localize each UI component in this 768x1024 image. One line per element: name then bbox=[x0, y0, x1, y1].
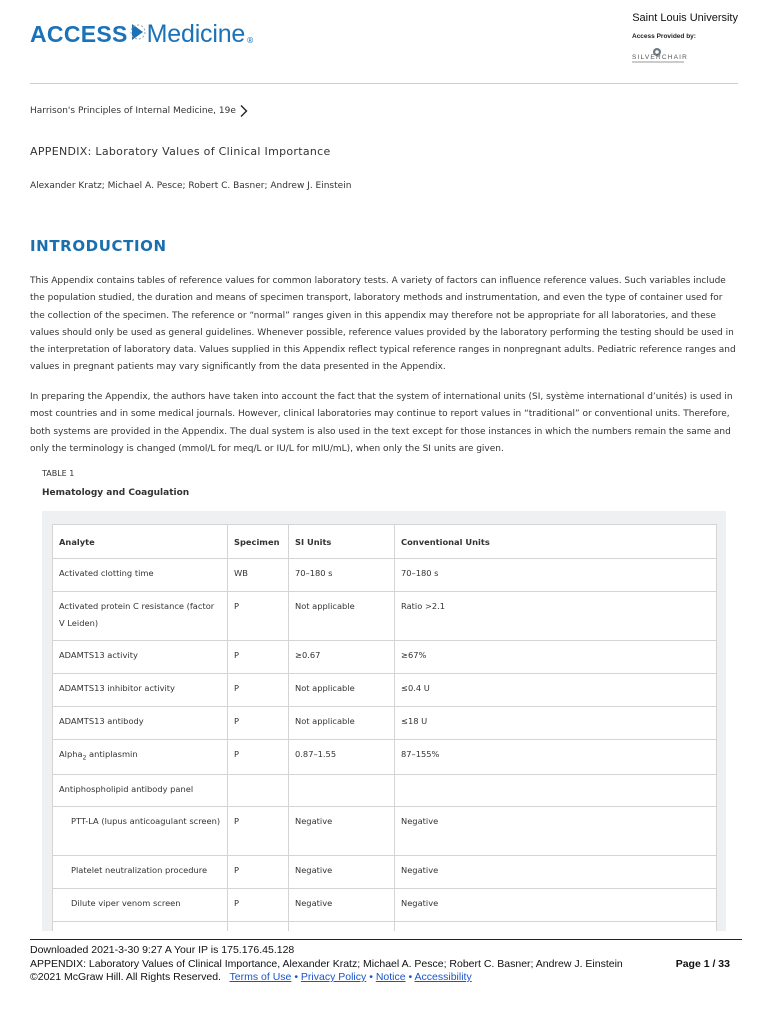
table-row bbox=[53, 775, 717, 807]
cell-specimen: P bbox=[228, 856, 289, 889]
terms-of-use-link[interactable]: Terms of Use bbox=[229, 971, 292, 983]
cell-conventional-units: Ratio >2.1 bbox=[395, 592, 717, 641]
cell-si-units: Negative bbox=[289, 807, 395, 856]
intro-paragraph-1: This Appendix contains tables of reference values for common laboratory tests. A variety of factors can influence reference values. Such variables include the population studied, the duration and means of specimen transport, laboratory methods and instrumentation, and even the type of container used for the collection of the specimen. The reference or “normal” ranges given in this appendix may therefore not be appropriate for all laboratories, and these values should only be used as general guidelines. Whenever possible, reference values provided by the laboratory performing the testing should be used in the interpretation of laboratory data. Values supplied in this Appendix reflect typical reference ranges in nonpregnant adults. Pediatric reference ranges and values in pregnant patients may vary significantly from the data presented in the Appendix. bbox=[30, 276, 736, 373]
separator: • bbox=[408, 971, 413, 983]
table-row bbox=[53, 559, 717, 592]
access-provided-label: Access Provided by: bbox=[632, 33, 696, 40]
cell-si-units: Not applicable bbox=[289, 674, 395, 707]
cell-si-units bbox=[289, 922, 395, 932]
cell-conventional-units bbox=[395, 775, 717, 807]
table-row bbox=[53, 922, 717, 932]
cell-analyte: Activated clotting time bbox=[53, 559, 228, 592]
cell-specimen: P bbox=[228, 641, 289, 674]
cell-si-units: Negative bbox=[289, 889, 395, 922]
logo-access-text: ACCESS bbox=[30, 20, 128, 47]
separator: • bbox=[369, 971, 373, 983]
table-container bbox=[42, 511, 726, 931]
logo-medicine-text: Medicine bbox=[146, 19, 246, 48]
cell-conventional-units: Negative bbox=[395, 889, 717, 922]
page-header bbox=[0, 0, 768, 82]
cell-analyte: Dilute viper venom screen bbox=[53, 889, 228, 922]
accessmedicine-logo[interactable] bbox=[30, 14, 254, 54]
table-row bbox=[53, 856, 717, 889]
logo-gear-icon bbox=[130, 21, 146, 47]
column-header-analyte: Analyte bbox=[53, 525, 228, 559]
cell-analyte: ADAMTS13 inhibitor activity bbox=[53, 674, 228, 707]
cell-conventional-units: Negative bbox=[395, 856, 717, 889]
cell-specimen bbox=[228, 922, 289, 932]
footer-divider bbox=[30, 939, 742, 940]
column-header-conventional-units: Conventional Units bbox=[395, 525, 717, 559]
copyright-line bbox=[30, 971, 742, 985]
cell-si-units: Negative bbox=[289, 856, 395, 889]
provider-name: SILVERCHAIR bbox=[632, 54, 689, 61]
cell-specimen: P bbox=[228, 740, 289, 775]
page-footer bbox=[30, 944, 742, 985]
breadcrumb[interactable] bbox=[30, 104, 249, 118]
cell-specimen: WB bbox=[228, 559, 289, 592]
header-divider bbox=[30, 83, 738, 84]
notice-link[interactable]: Notice bbox=[375, 971, 406, 983]
cell-conventional-units: ≤0.4 U bbox=[395, 674, 717, 707]
alpha-suffix: antiplasmin bbox=[86, 749, 138, 759]
cell-analyte: Antiphospholipid antibody panel bbox=[53, 775, 228, 807]
cell-specimen: P bbox=[228, 674, 289, 707]
cell-specimen: P bbox=[228, 592, 289, 641]
cell-si-units: 70–180 s bbox=[289, 559, 395, 592]
cell-specimen: P bbox=[228, 807, 289, 856]
institution-name: Saint Louis University bbox=[632, 12, 738, 24]
table-row bbox=[53, 707, 717, 740]
cell-specimen: P bbox=[228, 707, 289, 740]
cell-conventional-units: 87–155% bbox=[395, 740, 717, 775]
cell-si-units bbox=[289, 775, 395, 807]
table-header-row bbox=[53, 525, 717, 559]
cell-si-units: Not applicable bbox=[289, 707, 395, 740]
cell-analyte bbox=[53, 740, 228, 775]
cell-si-units: ≥0.67 bbox=[289, 641, 395, 674]
column-header-specimen: Specimen bbox=[228, 525, 289, 559]
cell-specimen: P bbox=[228, 889, 289, 922]
table-row bbox=[53, 674, 717, 707]
cell-conventional-units bbox=[395, 922, 717, 932]
table-row bbox=[53, 592, 717, 641]
citation: APPENDIX: Laboratory Values of Clinical Importance, Alexander Kratz; Michael A. Pesce; Robert C. Basner; Andrew J. Einstein bbox=[30, 957, 623, 970]
chevron-right-icon bbox=[239, 104, 249, 118]
section-heading: INTRODUCTION bbox=[30, 237, 167, 255]
cell-analyte bbox=[53, 922, 228, 932]
table-number: TABLE 1 bbox=[42, 469, 75, 478]
authors: Alexander Kratz; Michael A. Pesce; Robert C. Basner; Andrew J. Einstein bbox=[30, 181, 352, 191]
alpha-subscript: 2 bbox=[82, 754, 87, 762]
cell-analyte: PTT-LA (lupus anticoagulant screen) bbox=[53, 807, 228, 856]
privacy-policy-link[interactable]: Privacy Policy bbox=[300, 971, 367, 983]
cell-analyte: Platelet neutralization procedure bbox=[53, 856, 228, 889]
breadcrumb-book[interactable]: Harrison's Principles of Internal Medicine, 19e bbox=[30, 106, 236, 116]
alpha-prefix: Alpha bbox=[59, 749, 83, 759]
cell-specimen bbox=[228, 775, 289, 807]
column-header-si-units: SI Units bbox=[289, 525, 395, 559]
table-title: Hematology and Coagulation bbox=[42, 488, 190, 498]
cell-si-units: Not applicable bbox=[289, 592, 395, 641]
table-row bbox=[53, 641, 717, 674]
copyright: ©2021 McGraw Hill. All Rights Reserved. bbox=[30, 971, 221, 983]
page-number: Page 1 / 33 bbox=[675, 958, 730, 970]
cell-analyte: ADAMTS13 antibody bbox=[53, 707, 228, 740]
intro-paragraph-2: In preparing the Appendix, the authors have taken into account the fact that the system of international units (SI, système international d’unités) is used in most countries and in some medical journals. However, clinical laboratories may continue to report values in “traditional” or conventional units. Therefore, both systems are provided in the Appendix. The dual system is also used in the text except for those instances in which the numbers remain the same and only the terminology is changed (mmol/L for meq/L or IU/L for mIU/mL), when only the SI units are given. bbox=[30, 392, 733, 454]
accessibility-link[interactable]: Accessibility bbox=[414, 971, 472, 983]
cell-si-units: 0.87–1.55 bbox=[289, 740, 395, 775]
cell-conventional-units: ≥67% bbox=[395, 641, 717, 674]
page-title: APPENDIX: Laboratory Values of Clinical Importance bbox=[30, 145, 331, 158]
cell-conventional-units: ≤18 U bbox=[395, 707, 717, 740]
cell-analyte: ADAMTS13 activity bbox=[53, 641, 228, 674]
table-row bbox=[53, 740, 717, 775]
table-row bbox=[53, 889, 717, 922]
separator: • bbox=[294, 971, 298, 983]
download-info: Downloaded 2021-3-30 9:27 A Your IP is 175.176.45.128 bbox=[30, 944, 295, 956]
logo-registered-mark: ® bbox=[246, 35, 255, 45]
cell-conventional-units: Negative bbox=[395, 807, 717, 856]
cell-conventional-units: 70–180 s bbox=[395, 559, 717, 592]
cell-analyte: Activated protein C resistance (factor V Leiden) bbox=[53, 592, 228, 641]
lab-values-table bbox=[52, 524, 717, 931]
provider-tagline bbox=[632, 61, 684, 63]
table-row bbox=[53, 807, 717, 856]
